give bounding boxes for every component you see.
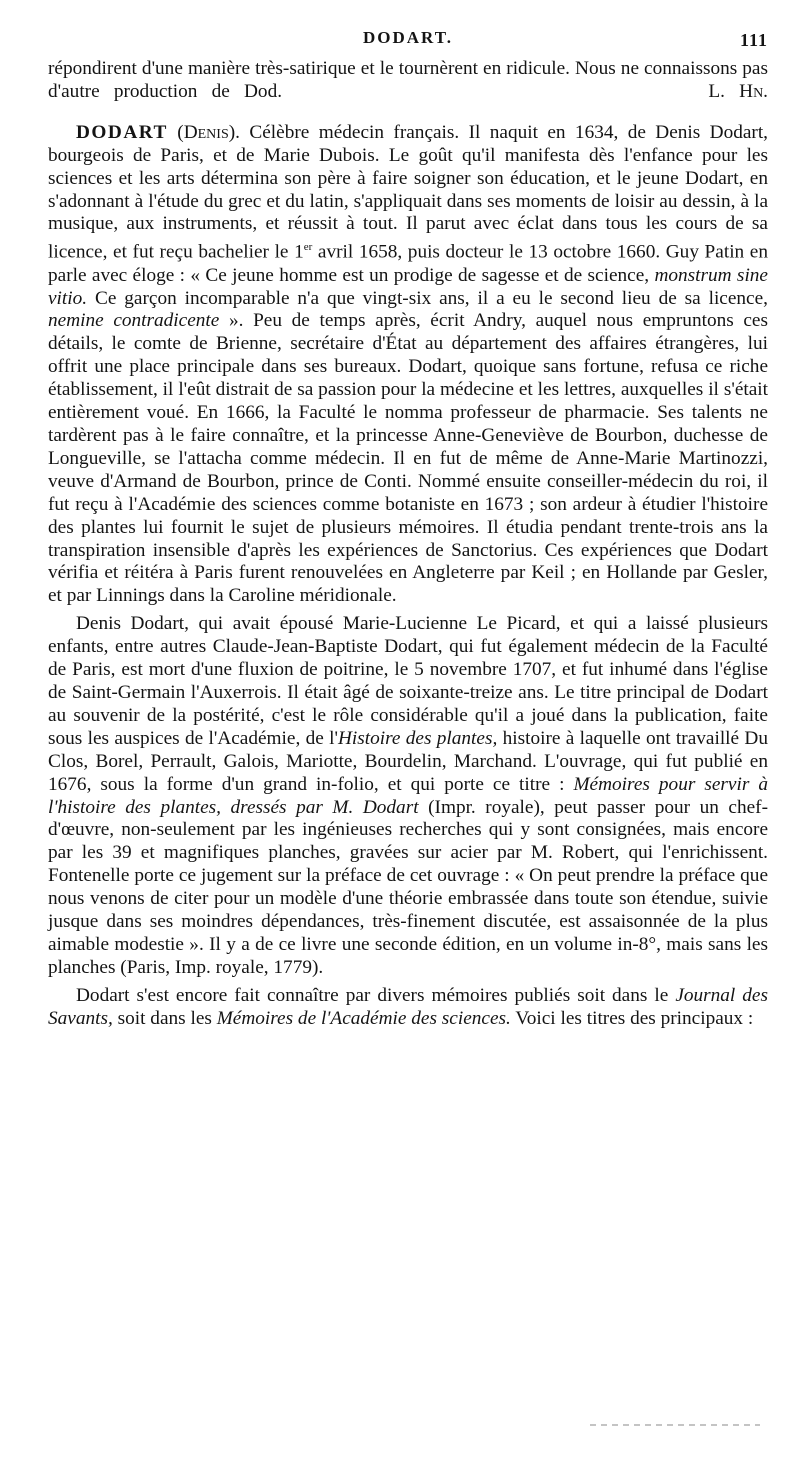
journal-title: Mémoires de l'Académie des sciences. (216, 1007, 511, 1029)
text-segment: (Impr. royale), peut passer pour un chef-d'œuvre, non-seulement par les ingénieuses recherches qui y sont consignées, mais encore par les 39 et magnifiques planches, gravées sur acier par M. Robert, qui l'enrichissent. Fontenelle porte ce jugement sur la préface de cet ouvrage : « On peut prendre la préface que nous venons de citer pour un modèle d'une théorie embrassée dans toute son étendue, suivie jusque dans ses moindres dépendances, très-finement discutée, est assaisonnée de la plus aimable modestie ». Il y a de ce livre une seconde édition, en un volume in-8°, mais sans les planches (Paris, Imp. royale, 1779). (48, 796, 768, 978)
text-segment: soit dans les (112, 1007, 217, 1029)
work-title: Mémoires pour servir à l'histoire des plantes, dressés par M. Dodart (48, 773, 768, 818)
entry-paragraph-2 (48, 613, 768, 980)
ordinal-superscript: er (303, 241, 313, 254)
print-smudge (590, 1424, 760, 1426)
latin-phrase: nemine contradicente (48, 310, 220, 332)
journal-title: Journal des Savants, (48, 984, 768, 1029)
entry-headword: DODART (76, 121, 168, 143)
entry-paragraph-3 (48, 985, 768, 1031)
text-segment: Dodart s'est encore fait connaître par divers mémoires publiés soit dans le (76, 984, 676, 1006)
entry-paragraph-1 (48, 122, 768, 608)
entry-forename: (Denis). (177, 121, 240, 143)
latin-quote: monstrum sine vitio. (48, 264, 768, 309)
text-segment: Ce garçon incomparable n'a que vingt-six ans, il a eu le second lieu de sa licence, (87, 287, 768, 309)
running-head (48, 28, 768, 58)
work-title: Histoire des plantes, (337, 727, 498, 749)
author-signature: L. Hn. (708, 80, 769, 102)
text-segment: Voici les titres des principaux : (510, 1007, 754, 1029)
text-segment: Célèbre médecin français. Il naquit en 1634, de Denis Dodart, bourgeois de Paris, et de Marie Dubois. Le goût qu'il manifesta dès l'enfance pour les sciences et les arts détermina son père à faire soigner son éducation, et le jeune Dodart, en s'adonnant à l'étude du grec et du latin, s'appliquait dans ses moments de loisir au dessin, à la musique, aux instruments, et réussit à tout. Il parut avec éclat dans tous les cours de sa licence, et fut reçu bachelier le 1 (48, 121, 769, 263)
page (48, 28, 768, 1031)
text-segment: avril 1658, puis docteur le 13 octobre 1660. Guy Patin en parle avec éloge : « Ce jeune homme est un prodige de sagesse et de science, (48, 241, 768, 286)
preceding-entry-ending (48, 58, 768, 104)
text-segment: ». Peu de temps après, écrit Andry, auquel nous empruntons ces détails, le comte de Brienne, secrétaire d'État au département des affaires étrangères, lui offrit une place principale dans ses bureaux. Dodart, quoique sans fortune, refusa ce riche établissement, il l'eût distrait de sa passion pour la médecine et les lettres, auxquelles il s'était entièrement voué. En 1666, la Faculté le nomma professeur de pharmacie. Ses talents ne tardèrent pas à le faire connaître, et la princesse Anne-Geneviève de Bourbon, duchesse de Longueville, se l'attacha comme médecin. Il en fut de même de Anne-Marie Martinozzi, veuve d'Armand de Bourbon, prince de Conti. Nommé ensuite conseiller-médecin du roi, il fut reçu à l'Académie des sciences comme botaniste en 1673 ; son ardeur à étudier l'histoire des plantes lui fournit le sujet de plusieurs mémoires. Il étudia pendant trente-trois ans la transpiration insensible d'après les expériences de Sanctorius. Ces expériences que Dodart vérifia et réitéra à Paris furent renouvelées en Angleterre par Keil ; en Hollande par Gesler, et par Linnings dans la Caroline méridionale. (48, 310, 768, 607)
preceding-entry-text: répondirent d'une manière très-satirique et le tournèrent en ridicule. Nous ne connaissons pas d'autre production de Dod. (48, 58, 768, 102)
running-head-title: DODART. (362, 28, 454, 47)
text-segment: histoire à laquelle ont travaillé Du Clos, Borel, Perrault, Galois, Mariotte, Bourdelin, Marchand. L'ouvrage, qui fut publié en 1676, sous la forme d'un grand in-folio, et qui porte ce titre : (48, 727, 768, 795)
page-number: 111 (739, 30, 768, 50)
text-segment: Denis Dodart, qui avait épousé Marie-Lucienne Le Picard, et qui a laissé plusieurs enfants, entre autres Claude-Jean-Baptiste Dodart, qui fut également médecin de la Faculté de Paris, est mort d'une fluxion de poitrine, le 5 novembre 1707, et fut inhumé dans l'église de Saint-Germain l'Auxerrois. Il était âgé de soixante-treize ans. Le titre principal de Dodart au souvenir de la postérité, c'est le rôle considérable qu'il a joué dans la publication, faite sous les auspices de l'Académie, de l' (48, 613, 768, 749)
